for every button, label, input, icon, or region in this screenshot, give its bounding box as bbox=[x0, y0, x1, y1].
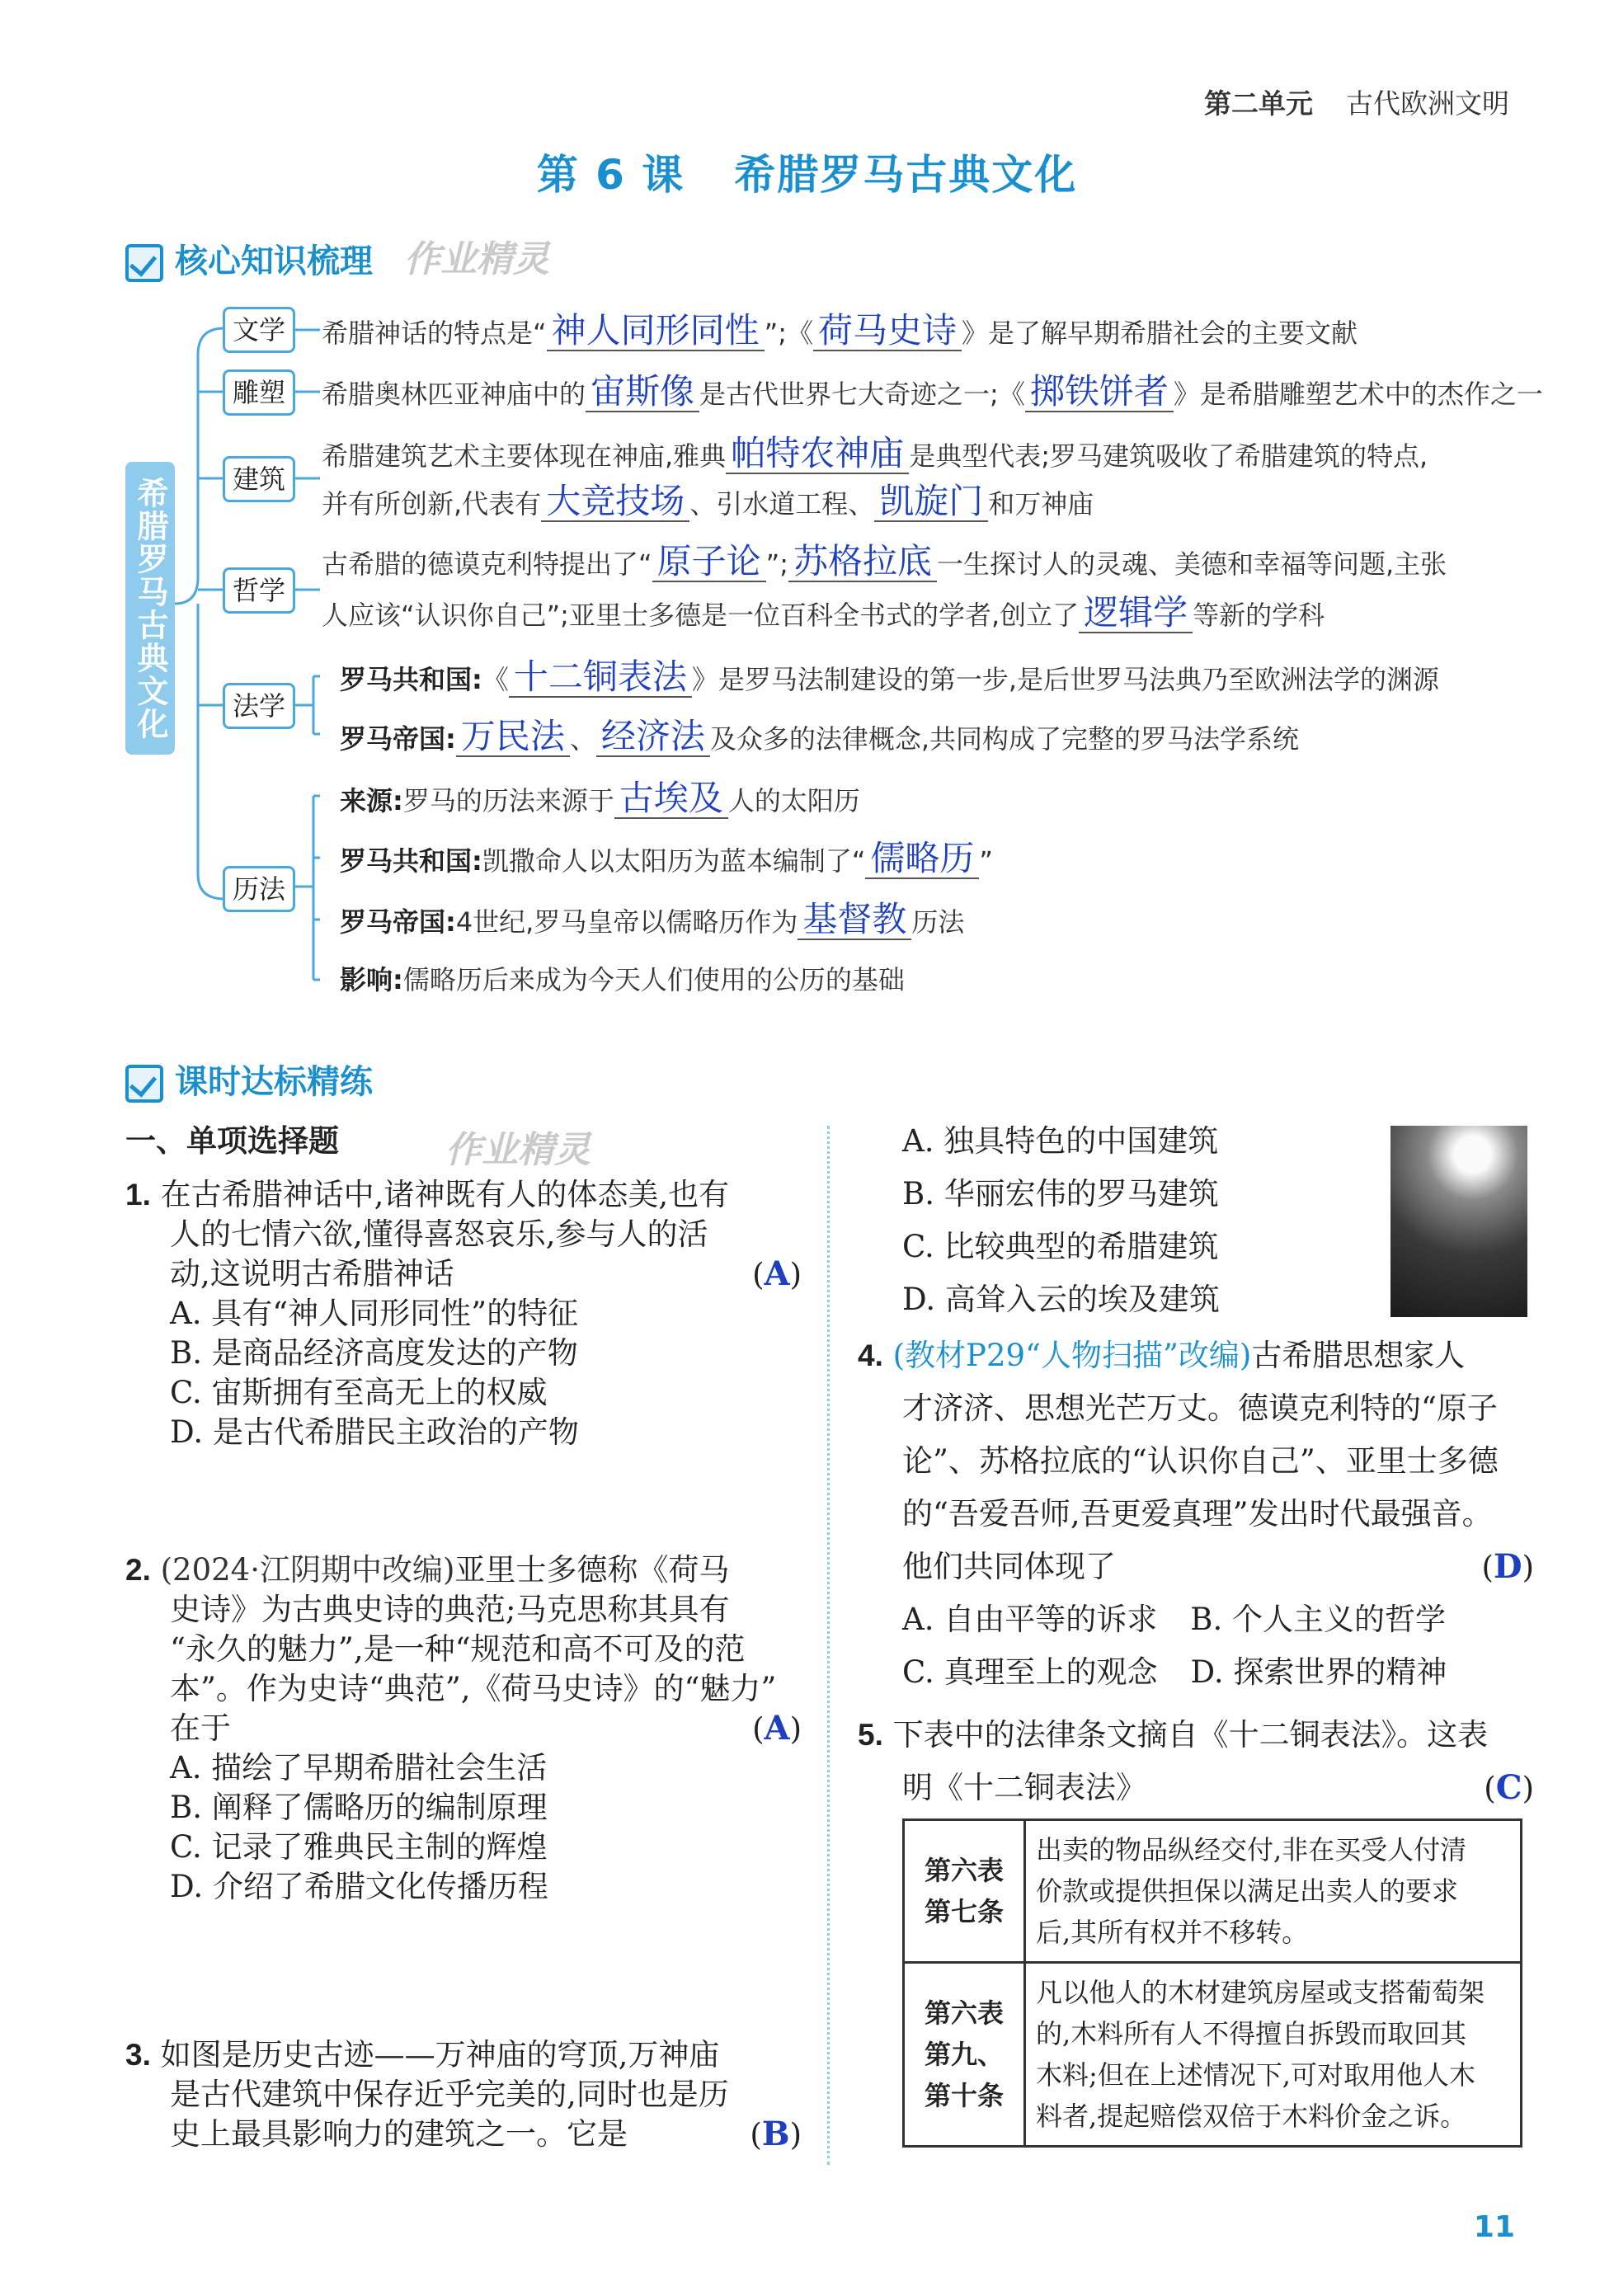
option[interactable]: C. 比较典型的希腊建筑 bbox=[902, 1229, 1219, 1264]
mindmap-root: 希腊罗马古典文化 bbox=[125, 462, 175, 755]
answer-mark: B bbox=[761, 2115, 790, 2153]
answer-blank: 十二铜表法 bbox=[509, 658, 692, 698]
option[interactable]: B. 是商品经济高度发达的产物 bbox=[170, 1335, 578, 1371]
answer-blank: 掷铁饼者 bbox=[1025, 373, 1174, 412]
philosophy-line-2: 人应该“认识你自己”;亚里士多德是一位百科全书式的学者,创立了 逻辑学 等新的学科 bbox=[322, 592, 1325, 633]
pantheon-dome-photo bbox=[1390, 1126, 1527, 1317]
lesson-title bbox=[0, 142, 1614, 201]
calendar-republic-line: 罗马共和国:凯撒命人以太阳历为蓝本编制了“ 儒略历 ” bbox=[340, 838, 993, 878]
table-header-cell: 第六表 第九、 第十条 bbox=[904, 1963, 1025, 2147]
section-exercise-title: 课时达标精练 bbox=[175, 1063, 373, 1101]
unit-title: 古代欧洲文明 bbox=[1346, 87, 1509, 120]
answer-blank: 古埃及 bbox=[614, 779, 728, 819]
option[interactable]: D. 介绍了希腊文化传播历程 bbox=[170, 1869, 548, 1904]
architecture-line-2: 并有所创新,代表有 大竞技场 、引水道工程、 凯旋门 和万神庙 bbox=[322, 481, 1094, 521]
option[interactable]: C. 记录了雅典民主制的辉煌 bbox=[170, 1829, 548, 1865]
question-type-heading: 一、单项选择题 bbox=[125, 1124, 339, 1158]
law-empire-line: 罗马帝国: 万民法 、 经济法 及众多的法律概念,共同构成了完整的罗马法学系统 bbox=[340, 716, 1300, 756]
calendar-empire-line: 罗马帝国:4世纪,罗马皇帝以儒略历作为 基督教 历法 bbox=[340, 899, 965, 939]
option[interactable]: D. 是古代希腊民主政治的产物 bbox=[170, 1414, 579, 1450]
option[interactable]: C. 真理至上的观念 bbox=[902, 1654, 1158, 1690]
question-3: 3. 如图是历史古迹——万神庙的穹顶,万神庙 是古代建筑中保存近乎完美的,同时也是历 史上最具影响力的建筑之一。它是 (B) bbox=[125, 2037, 802, 2153]
node-law: 法学 bbox=[223, 683, 295, 729]
option[interactable]: A. 具有“神人同形同性”的特征 bbox=[170, 1296, 579, 1331]
answer-blank: 神人同形同性 bbox=[547, 312, 765, 351]
node-sculpture: 雕塑 bbox=[223, 369, 295, 416]
option[interactable]: B. 华丽宏伟的罗马建筑 bbox=[902, 1176, 1219, 1212]
question-1: 1. 在古希腊神话中,诸神既有人的体态美,也有 人的七情六欲,懂得喜怒哀乐,参与人的活 动,这说明古希腊神话 (A) A. 具有“神人同形同性”的特征 B. 是商品经济高度发达的产物 C. 宙斯拥有至高无上的权威 D. 是古代希腊民主政治的产物 bbox=[125, 1175, 802, 1452]
literature-line: 希腊神话的特点是“ 神人同形同性 ”;《 荷马史诗 》是了解早期希腊社会的主要文献 bbox=[322, 310, 1358, 351]
answer-blank: 宙斯像 bbox=[586, 373, 699, 412]
answer-blank: 苏格拉底 bbox=[788, 543, 937, 582]
column-divider bbox=[827, 1126, 830, 2165]
table-cell: 凡以他人的木材建筑房屋或支搭葡萄架 的,木料所有人不得擅自拆毁而取回其 木料;但在上述情况下,可对取用他人木 料者,提起赔偿双倍于木料价金之诉。 bbox=[1025, 1963, 1522, 2147]
answer-blank: 基督教 bbox=[798, 901, 911, 940]
option[interactable]: C. 宙斯拥有至高无上的权威 bbox=[170, 1375, 548, 1410]
answer-blank: 经济法 bbox=[596, 718, 710, 757]
sculpture-line: 希腊奥林匹亚神庙中的 宙斯像 是古代世界七大奇迹之一;《 掷铁饼者 》是希腊雕塑艺术中的杰作之一 bbox=[322, 371, 1543, 412]
unit-number: 第二单元 bbox=[1204, 87, 1313, 120]
architecture-line-1: 希腊建筑艺术主要体现在神庙,雅典 帕特农神庙 是典型代表;罗马建筑吸收了希腊建筑的特点, bbox=[322, 433, 1428, 473]
table-row bbox=[904, 1963, 1522, 2147]
table-row bbox=[904, 1820, 1522, 1963]
answer-blank: 万民法 bbox=[456, 718, 570, 757]
section-exercise-heading bbox=[125, 1056, 373, 1103]
question-2: 2. (2024·江阴期中改编)亚里士多德称《荷马 史诗》为古典史诗的典范;马克思称其具有 “永久的魅力”,是一种“规范和高不可及的范 本”。作为史诗“典范”,《荷马史诗》的“魅力” 在于 (A) A. 描绘了早期希腊社会生活 B. 阐释了儒略历的编制原理 C. 记录了雅典民主制的辉煌 D. 介绍了希腊文化传播历程 bbox=[125, 1550, 802, 1907]
question-5: 5. 下表中的法律条文摘自《十二铜表法》。这表 明《十二铜表法》 (C) bbox=[858, 1717, 1534, 1807]
answer-blank: 凯旋门 bbox=[874, 482, 988, 522]
option[interactable]: B. 阐释了儒略历的编制原理 bbox=[170, 1790, 548, 1825]
answer-mark: A bbox=[764, 1254, 790, 1293]
watermark: 作业精灵 bbox=[404, 238, 549, 280]
unit-header bbox=[1204, 82, 1509, 121]
branch-connectors bbox=[295, 313, 328, 1006]
page-number: 11 bbox=[1473, 2210, 1515, 2244]
answer-mark: D bbox=[1493, 1547, 1522, 1586]
node-literature: 文学 bbox=[223, 307, 295, 353]
law-table bbox=[902, 1818, 1522, 2148]
answer-mark: C bbox=[1495, 1768, 1522, 1807]
node-calendar: 历法 bbox=[223, 866, 295, 912]
watermark: 作业精灵 bbox=[445, 1129, 591, 1171]
section-knowledge-heading bbox=[125, 235, 373, 282]
answer-blank: 荷马史诗 bbox=[813, 312, 962, 351]
node-architecture: 建筑 bbox=[223, 456, 295, 502]
answer-blank: 大竞技场 bbox=[541, 482, 689, 522]
lesson-name: 希腊罗马古典文化 bbox=[734, 151, 1078, 199]
option[interactable]: D. 高耸入云的埃及建筑 bbox=[902, 1282, 1220, 1317]
section-knowledge-title: 核心知识梳理 bbox=[175, 242, 373, 280]
law-republic-line: 罗马共和国:《 十二铜表法 》是罗马法制建设的第一步,是后世罗马法典乃至欧洲法学的渊源 bbox=[340, 656, 1440, 697]
option[interactable]: A. 独具特色的中国建筑 bbox=[902, 1123, 1219, 1159]
question-4: 4. (教材P29“人物扫描”改编)古希腊思想家人 才济济、思想光芒万丈。德谟克利特的“原子 论”、苏格拉底的“认识你自己”、亚里士多德 的“吾爱吾师,吾更爱真理”发出时代最强音。 他们共同体现了 (D) A. 自由平等的诉求 B. 个人主义的哲学 C. 真理至上的观念 D. 探索世界的精神 bbox=[858, 1338, 1534, 1690]
table-cell: 出卖的物品纵经交付,非在买受人付清 价款或提供担保以满足出卖人的要求 后,其所有权并不移转。 bbox=[1025, 1820, 1522, 1963]
calendar-source-line: 来源:罗马的历法来源于 古埃及 人的太阳历 bbox=[340, 778, 860, 818]
option[interactable]: B. 个人主义的哲学 bbox=[1190, 1602, 1446, 1637]
answer-mark: A bbox=[764, 1709, 790, 1748]
checkbox-icon bbox=[125, 244, 163, 282]
answer-blank: 帕特农神庙 bbox=[726, 435, 909, 474]
philosophy-line-1: 古希腊的德谟克利特提出了“ 原子论 ”; 苏格拉底 一生探讨人的灵魂、美德和幸福等问题,主张 bbox=[322, 541, 1447, 581]
option[interactable]: D. 探索世界的精神 bbox=[1190, 1654, 1447, 1690]
question-3-options bbox=[902, 1122, 1364, 1320]
table-header-cell: 第六表 第七条 bbox=[904, 1820, 1025, 1963]
calendar-impact-line: 影响:儒略历后来成为今天人们使用的公历的基础 bbox=[340, 964, 905, 995]
answer-blank: 儒略历 bbox=[865, 840, 979, 879]
option[interactable]: A. 描绘了早期希腊社会生活 bbox=[170, 1750, 548, 1786]
option[interactable]: A. 自由平等的诉求 bbox=[902, 1602, 1158, 1637]
lesson-number: 第 6 课 bbox=[536, 151, 685, 199]
answer-blank: 原子论 bbox=[652, 543, 766, 582]
answer-blank: 逻辑学 bbox=[1079, 594, 1193, 633]
node-philosophy: 哲学 bbox=[223, 567, 295, 614]
pencil-icon bbox=[125, 1065, 163, 1103]
